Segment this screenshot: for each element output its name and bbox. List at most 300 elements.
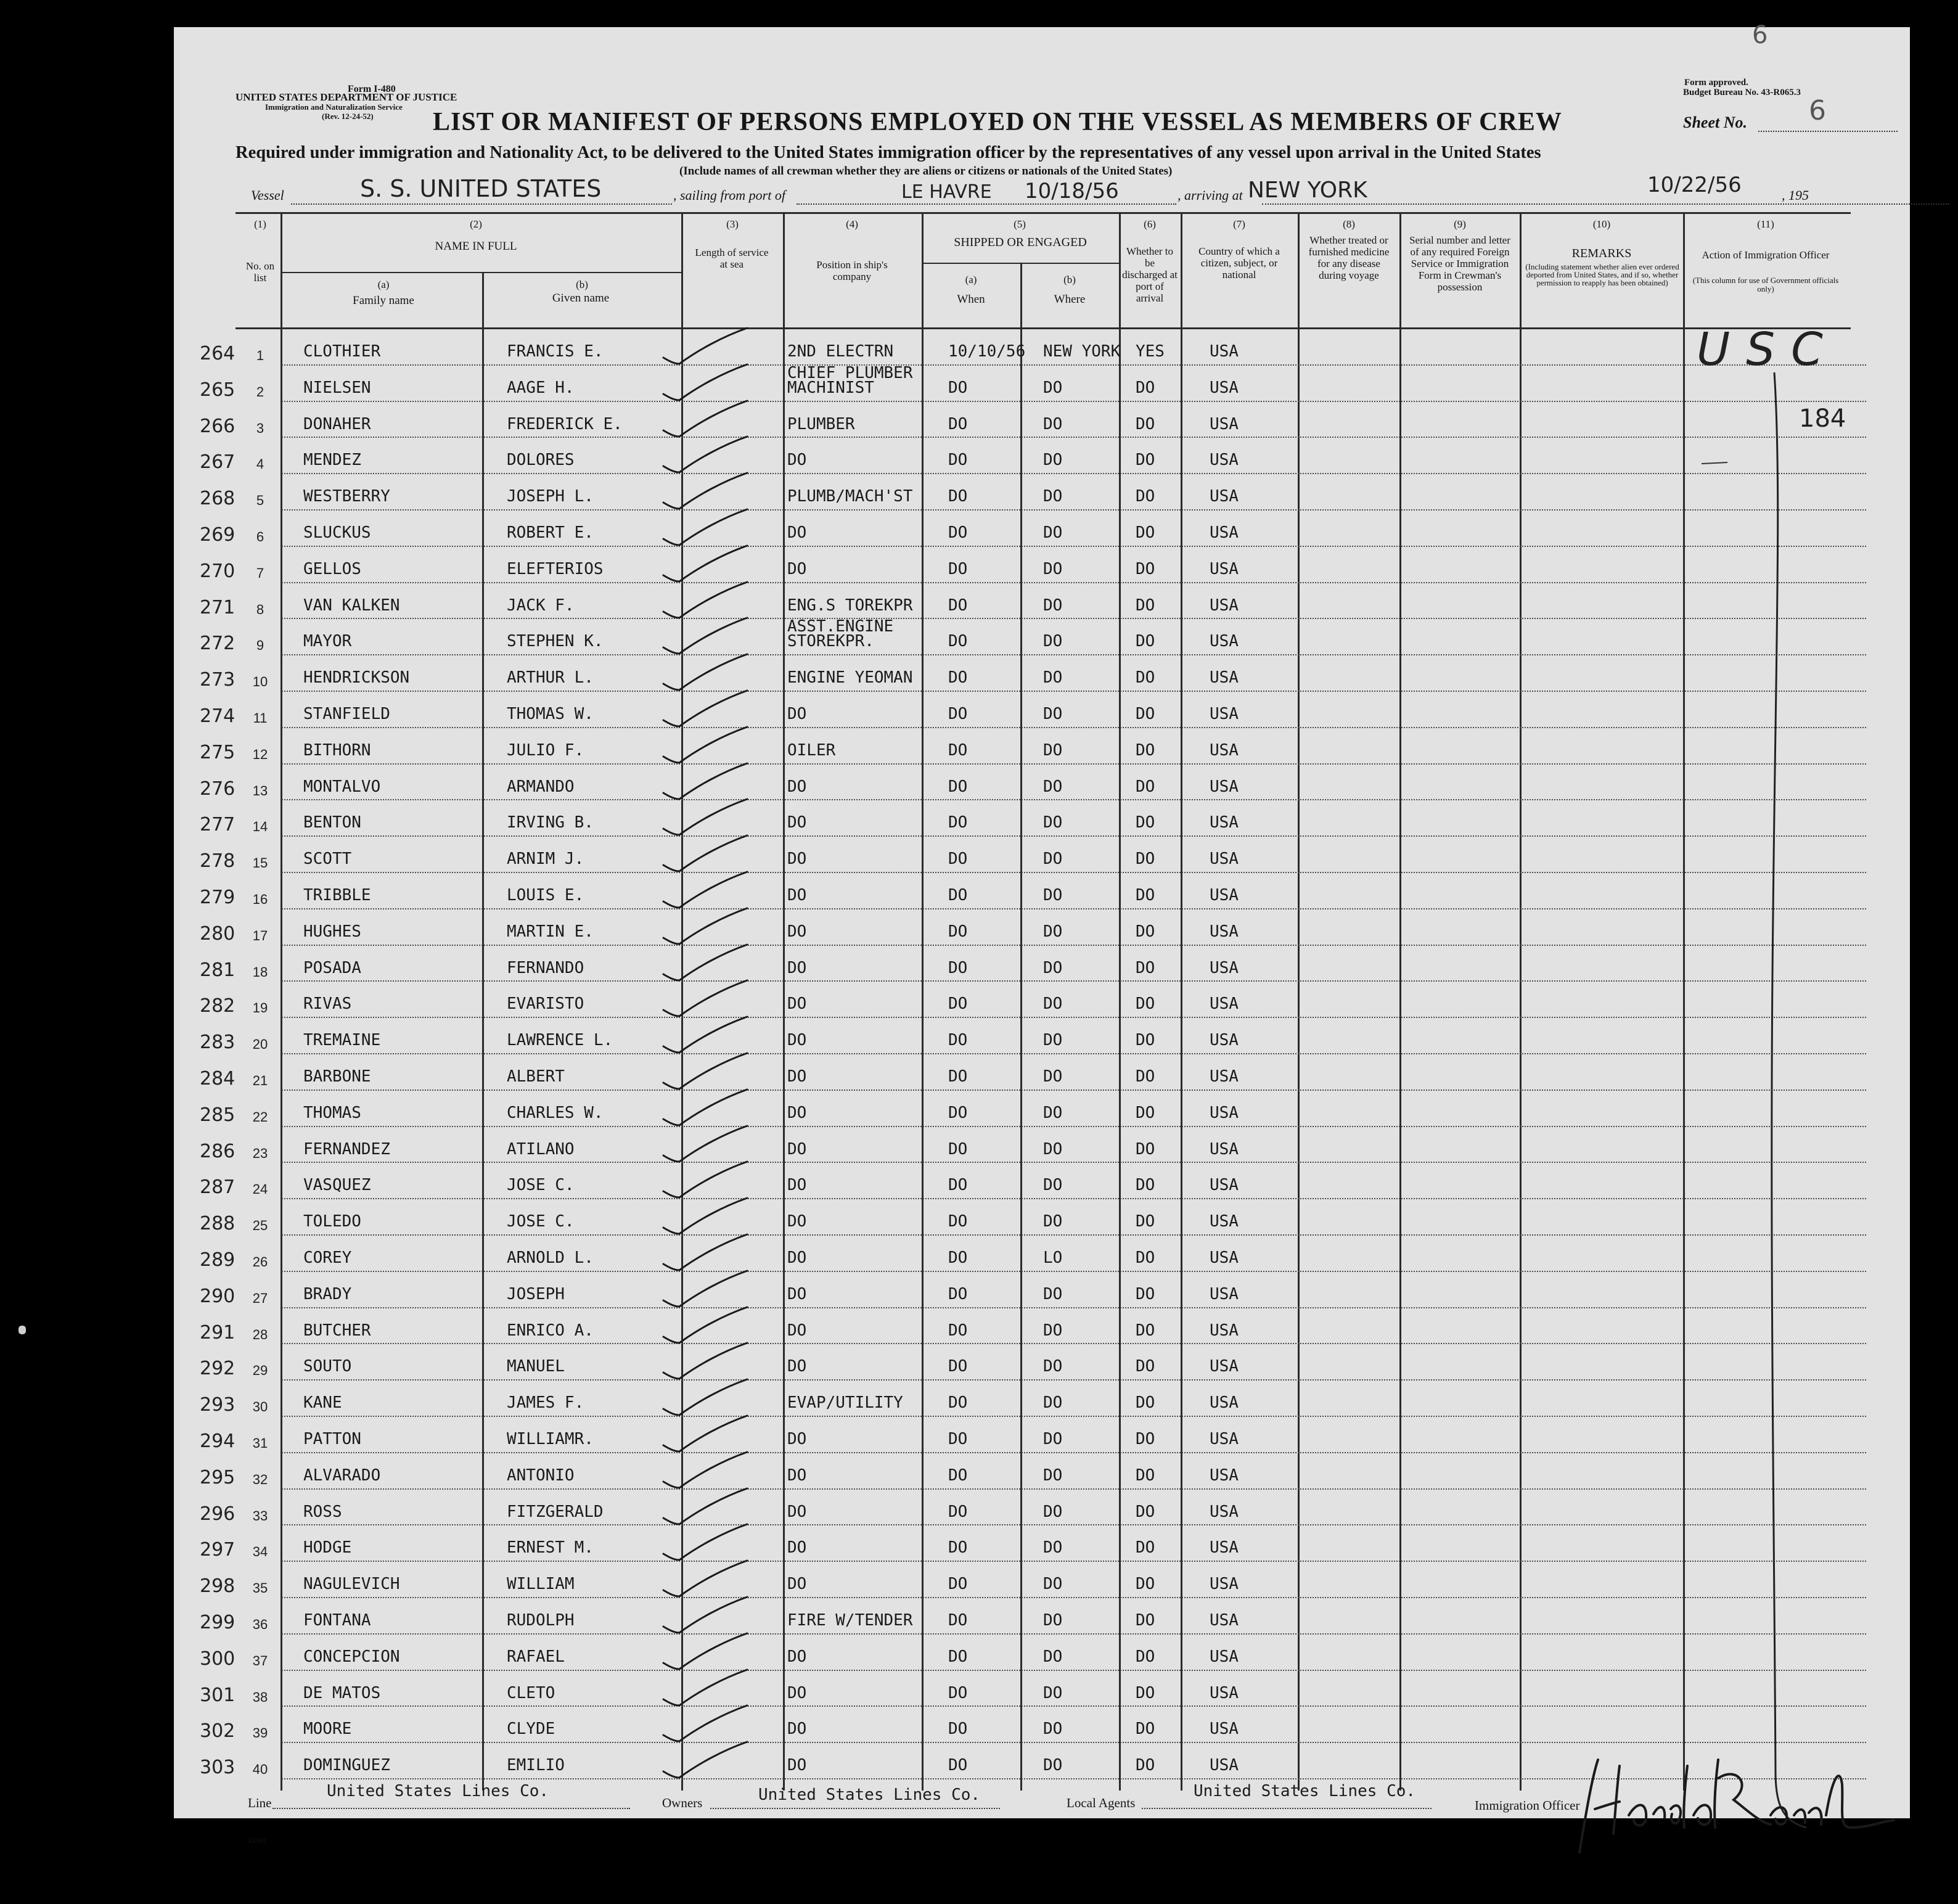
margin-number: 296	[200, 1503, 236, 1525]
country: USA	[1210, 342, 1239, 361]
margin-number: 284	[200, 1068, 236, 1089]
position: DO	[787, 1430, 807, 1448]
given-name: LAWRENCE L.	[507, 1031, 613, 1050]
country: USA	[1210, 668, 1239, 687]
discharge: DO	[1136, 886, 1155, 905]
shipped-when: DO	[948, 523, 968, 542]
owners-underline	[710, 1808, 1000, 1809]
given-name: THOMAS W.	[507, 705, 594, 723]
list-number: 38	[252, 1689, 268, 1705]
country: USA	[1210, 741, 1239, 760]
list-number: 35	[252, 1580, 268, 1596]
position: DO	[787, 777, 807, 796]
position: DO	[787, 1103, 807, 1122]
family-name: MENDEZ	[303, 451, 361, 470]
country: USA	[1210, 1067, 1239, 1086]
shipped-when: DO	[948, 741, 968, 760]
col5b-header: Where	[1054, 293, 1086, 306]
list-number: 15	[252, 855, 268, 871]
list-number: 26	[252, 1254, 268, 1270]
given-name: JOSEPH	[507, 1284, 565, 1303]
family-name: ALVARADO	[303, 1466, 381, 1485]
given-name: DOLORES	[507, 451, 575, 470]
form-subtitle: Required under immigration and Nationality Act, to be delivered to the United States immigration officer by the representatives of any vessel upon arrival in the United States	[236, 143, 1541, 162]
row-divider	[282, 1162, 1866, 1163]
list-number: 19	[252, 1000, 268, 1016]
list-number: 29	[252, 1363, 268, 1379]
country: USA	[1210, 705, 1239, 723]
shipped-when: DO	[948, 1212, 968, 1231]
family-name: GELLOS	[303, 559, 361, 578]
shipped-when: DO	[948, 414, 968, 433]
shipped-where: DO	[1043, 1720, 1063, 1739]
margin-number: 272	[200, 633, 236, 655]
shipped-when: DO	[948, 1466, 968, 1485]
shipped-where: DO	[1043, 777, 1063, 796]
position: DO	[787, 1212, 807, 1231]
position: DO	[787, 1538, 807, 1557]
position-line2: STOREKPR.	[787, 632, 874, 651]
family-name: THOMAS	[303, 1103, 361, 1122]
position: DO	[787, 995, 807, 1014]
shipped-when: DO	[948, 813, 968, 832]
country: USA	[1210, 1502, 1239, 1521]
row-divider	[282, 582, 1866, 583]
row-divider	[282, 872, 1866, 873]
col6-number: (6)	[1144, 218, 1156, 230]
family-name: ROSS	[303, 1502, 342, 1521]
col1-number: (1)	[254, 218, 266, 230]
given-name: ERNEST M.	[507, 1538, 594, 1557]
list-number: 11	[253, 710, 268, 726]
margin-number: 270	[200, 560, 236, 582]
country: USA	[1210, 1103, 1239, 1122]
country: USA	[1210, 1575, 1239, 1594]
country: USA	[1210, 1249, 1239, 1267]
given-name: MARTIN E.	[507, 922, 594, 941]
arriving-label: , arriving at	[1178, 187, 1243, 203]
port-from-underline	[797, 203, 1176, 205]
position: DO	[787, 451, 807, 470]
margin-number: 298	[200, 1575, 236, 1598]
margin-number: 276	[200, 778, 236, 800]
discharge: DO	[1136, 1756, 1155, 1775]
list-number: 23	[252, 1145, 268, 1161]
form-title: LIST OR MANIFEST OF PERSONS EMPLOYED ON THE VESSEL AS MEMBERS OF CREW	[433, 108, 1562, 136]
shipped-when: DO	[948, 705, 968, 723]
margin-number: 294	[200, 1430, 236, 1452]
discharge: DO	[1136, 995, 1155, 1014]
discharge: DO	[1136, 1683, 1155, 1702]
list-number: 1	[256, 348, 264, 363]
position: DO	[787, 1357, 807, 1376]
discharge: DO	[1136, 1430, 1155, 1448]
discharge: DO	[1136, 777, 1155, 796]
given-name: IRVING B.	[507, 813, 594, 832]
shipped-where: DO	[1043, 668, 1063, 687]
family-name: HENDRICKSON	[303, 668, 410, 687]
shipped-where: DO	[1043, 414, 1063, 433]
row-divider	[282, 945, 1866, 946]
margin-number: 288	[200, 1213, 236, 1235]
vessel-name: S. S. UNITED STATES	[360, 175, 602, 202]
position: DO	[787, 1031, 807, 1050]
family-name: SCOTT	[303, 850, 352, 869]
family-name: TRIBBLE	[303, 886, 371, 905]
discharge: DO	[1136, 523, 1155, 542]
list-number: 39	[252, 1725, 268, 1741]
col11-header: Action of Immigration Officer	[1702, 249, 1830, 261]
country: USA	[1210, 1538, 1239, 1557]
family-name: BENTON	[303, 813, 361, 832]
shipped-when: DO	[948, 1321, 968, 1340]
col2-number: (2)	[470, 218, 482, 230]
position: OILER	[787, 741, 836, 760]
family-name: VAN KALKEN	[303, 596, 400, 615]
margin-number: 302	[200, 1720, 236, 1742]
row-divider	[282, 1633, 1866, 1635]
country: USA	[1210, 1756, 1239, 1775]
shipped-when: DO	[948, 451, 968, 470]
country: USA	[1210, 632, 1239, 651]
position: PLUMBER	[787, 414, 855, 433]
col7-header: Country of which a citizen, subject, or national	[1198, 245, 1280, 281]
position: DO	[787, 1139, 807, 1159]
discharge: DO	[1136, 813, 1155, 832]
position: DO	[787, 1575, 807, 1594]
shipped-when: DO	[948, 850, 968, 869]
list-number: 34	[252, 1544, 268, 1560]
shipped-when: DO	[948, 487, 968, 506]
family-name: DOMINGUEZ	[303, 1756, 390, 1775]
margin-number: 287	[200, 1176, 236, 1199]
shipped-where: DO	[1043, 741, 1063, 760]
shipped-where: DO	[1043, 1611, 1063, 1630]
row-divider	[282, 1198, 1866, 1199]
shipped-where: DO	[1043, 1466, 1063, 1485]
list-number: 33	[252, 1508, 268, 1524]
shipped-when: DO	[948, 559, 968, 578]
family-name: BARBONE	[303, 1067, 371, 1086]
shipped-where: DO	[1043, 1357, 1063, 1376]
shipped-where: DO	[1043, 1430, 1063, 1448]
country: USA	[1210, 1031, 1239, 1050]
col5a-header: When	[957, 293, 985, 306]
country: USA	[1210, 378, 1239, 397]
given-name: FRANCIS E.	[507, 342, 604, 361]
discharge: DO	[1136, 922, 1155, 941]
shipped-where: DO	[1043, 596, 1063, 615]
shipped-where: DO	[1043, 451, 1063, 470]
col7-number: (7)	[1233, 218, 1245, 230]
list-number: 12	[252, 746, 268, 762]
department-label: UNITED STATES DEPARTMENT OF JUSTICE	[236, 91, 457, 103]
discharge: DO	[1136, 1611, 1155, 1630]
col4-header: Position in ship's company	[816, 259, 888, 282]
col11-number: (11)	[1757, 218, 1774, 230]
given-name: EVARISTO	[507, 995, 584, 1014]
budget-bureau: Budget Bureau No. 43-R065.3	[1683, 88, 1801, 97]
shipped-when: DO	[948, 995, 968, 1014]
position: DO	[787, 1176, 807, 1195]
margin-number: 275	[200, 741, 236, 763]
discharge: DO	[1136, 1031, 1155, 1050]
position: DO	[787, 1067, 807, 1086]
shipped-where: LO	[1043, 1249, 1063, 1267]
col-divider	[482, 272, 484, 1791]
margin-number: 301	[200, 1684, 236, 1706]
row-divider	[282, 618, 1866, 619]
position: DO	[787, 958, 807, 977]
given-name: JACK F.	[507, 596, 575, 615]
list-number: 9	[256, 638, 264, 654]
col5-header: SHIPPED OR ENGAGED	[954, 236, 1087, 249]
position: DO	[787, 1756, 807, 1775]
shipped-when: DO	[948, 1139, 968, 1159]
year-label: , 195	[1782, 187, 1809, 203]
position: EVAP/UTILITY	[787, 1393, 903, 1413]
given-name: RAFAEL	[507, 1647, 565, 1666]
family-name: FONTANA	[303, 1611, 371, 1630]
row-divider	[282, 1343, 1866, 1344]
discharge: DO	[1136, 378, 1155, 397]
shipped-where: DO	[1043, 1575, 1063, 1594]
list-number: 18	[252, 964, 268, 980]
country: USA	[1210, 995, 1239, 1014]
shipped-where: DO	[1043, 1502, 1063, 1521]
owners-value: United States Lines Co.	[758, 1786, 981, 1804]
shipped-where: DO	[1043, 523, 1063, 542]
list-number: 7	[256, 565, 264, 581]
col3-number: (3)	[726, 218, 739, 230]
given-name: AAGE H.	[507, 378, 575, 397]
family-name: RIVAS	[303, 995, 352, 1014]
position-line2: MACHINIST	[787, 378, 874, 397]
col6-header: Whether to be discharged at port of arrival	[1122, 245, 1178, 304]
shipped-when: DO	[948, 1357, 968, 1376]
position: DO	[787, 705, 807, 723]
family-name: MONTALVO	[303, 777, 381, 796]
col3-header: Length of service at sea	[695, 247, 769, 270]
country: USA	[1210, 1357, 1239, 1376]
shipped-when: DO	[948, 1575, 968, 1594]
list-number: 14	[252, 819, 268, 835]
list-number: 10	[252, 674, 268, 690]
shipped-when: DO	[948, 1067, 968, 1086]
family-name: PATTON	[303, 1430, 361, 1448]
discharge: DO	[1136, 1067, 1155, 1086]
discharge: DO	[1136, 559, 1155, 578]
col-divider	[1119, 212, 1121, 1791]
given-name: ANTONIO	[507, 1466, 575, 1485]
country: USA	[1210, 1284, 1239, 1303]
port-from: LE HAVRE	[901, 181, 992, 203]
form-approval: Form approved.	[1684, 78, 1748, 88]
position: DO	[787, 1284, 807, 1303]
family-name: DONAHER	[303, 414, 371, 433]
shipped-where: DO	[1043, 378, 1063, 397]
country: USA	[1210, 1466, 1239, 1485]
shipped-where: DO	[1043, 1321, 1063, 1340]
row-divider	[282, 1017, 1866, 1018]
shipped-when: 10/10/56	[948, 342, 1026, 361]
shipped-when: DO	[948, 1031, 968, 1050]
position: ASST.ENGINE	[787, 617, 894, 636]
discharge: DO	[1136, 1139, 1155, 1159]
family-name: STANFIELD	[303, 705, 390, 723]
row-divider	[282, 364, 1866, 366]
row-divider	[282, 546, 1866, 547]
given-name: JOSE C.	[507, 1212, 575, 1231]
position: FIRE W/TENDER	[787, 1611, 913, 1630]
given-name: WILLIAM	[507, 1575, 575, 1594]
vessel-label: Vessel	[251, 187, 284, 203]
discharge: DO	[1136, 596, 1155, 615]
row-divider	[282, 1053, 1866, 1054]
list-number: 30	[252, 1399, 268, 1415]
given-name: ARTHUR L.	[507, 668, 594, 687]
margin-number: 289	[200, 1249, 236, 1271]
list-number: 20	[252, 1036, 268, 1053]
list-number: 31	[252, 1435, 268, 1451]
row-divider	[282, 1307, 1866, 1308]
port-to: NEW YORK	[1248, 178, 1367, 203]
family-name: POSADA	[303, 958, 361, 977]
discharge: DO	[1136, 1502, 1155, 1521]
margin-number: 266	[200, 415, 236, 437]
row-divider	[282, 980, 1866, 982]
given-name: JOSEPH L.	[507, 487, 594, 506]
position: CHIEF PLUMBER	[787, 363, 913, 382]
shipped-when: DO	[948, 596, 968, 615]
country: USA	[1210, 813, 1239, 832]
shipped-when: DO	[948, 1430, 968, 1448]
list-number: 37	[252, 1652, 268, 1668]
owners-label: Owners	[662, 1795, 703, 1810]
country: USA	[1210, 1683, 1239, 1702]
country: USA	[1210, 1430, 1239, 1448]
discharge: DO	[1136, 1647, 1155, 1666]
margin-number: 300	[200, 1648, 236, 1670]
margin-number: 285	[200, 1104, 236, 1126]
country: USA	[1210, 1176, 1239, 1195]
sailing-label: , sailing from port of	[673, 187, 785, 203]
list-number: 32	[252, 1471, 268, 1487]
row-divider	[282, 1234, 1866, 1236]
col5-number: (5)	[1014, 218, 1026, 230]
given-name: JULIO F.	[507, 741, 584, 760]
given-name: RUDOLPH	[507, 1611, 575, 1630]
service-label: Immigration and Naturalization Service	[265, 102, 403, 112]
arrive-date: 10/22/56	[1647, 173, 1742, 197]
list-number: 6	[256, 529, 264, 544]
given-name: STEPHEN K.	[507, 632, 604, 651]
discharge: DO	[1136, 1575, 1155, 1594]
position: DO	[787, 813, 807, 832]
margin-number: 295	[200, 1466, 236, 1488]
row-divider	[282, 799, 1866, 800]
family-name: DE MATOS	[303, 1683, 381, 1702]
col-divider	[1399, 212, 1401, 1791]
position: DO	[787, 1466, 807, 1485]
family-name: HODGE	[303, 1538, 352, 1557]
shipped-where: NEW YORK	[1043, 342, 1121, 361]
shipped-where: DO	[1043, 813, 1063, 832]
line-value: United States Lines Co.	[327, 1782, 549, 1800]
shipped-where: DO	[1043, 922, 1063, 941]
shipped-when: DO	[948, 1249, 968, 1267]
margin-number: 279	[200, 887, 236, 908]
margin-number: 282	[200, 995, 236, 1017]
shipped-when: DO	[948, 777, 968, 796]
family-name: VASQUEZ	[303, 1176, 371, 1195]
country: USA	[1210, 451, 1239, 470]
agents-label: Local Agents	[1067, 1795, 1136, 1810]
family-name: TREMAINE	[303, 1031, 381, 1050]
list-number: 27	[252, 1290, 268, 1306]
col10-header: REMARKS	[1571, 247, 1632, 260]
officer-signature	[1561, 1741, 1906, 1865]
discharge: DO	[1136, 958, 1155, 977]
shipped-where: DO	[1043, 1683, 1063, 1702]
col8-number: (8)	[1343, 218, 1355, 230]
sheet-label: Sheet No.	[1683, 113, 1747, 131]
list-number: 21	[252, 1073, 268, 1088]
given-name: FITZGERALD	[507, 1502, 604, 1521]
shipped-when: DO	[948, 378, 968, 397]
given-name: ARNIM J.	[507, 850, 584, 869]
line-underline	[272, 1808, 630, 1809]
col10-subheader: (Including statement whether alien ever ordered deported from United States, and if so, whether permission to reapply has been obtained)	[1525, 262, 1679, 287]
position: DO	[787, 1502, 807, 1521]
margin-number: 292	[200, 1358, 236, 1380]
shipped-where: DO	[1043, 1756, 1063, 1775]
margin-number: 271	[200, 596, 236, 618]
position: 2ND ELECTRN	[787, 342, 894, 361]
port-to-underline	[1262, 203, 1949, 205]
position: DO	[787, 1720, 807, 1739]
country: USA	[1210, 922, 1239, 941]
shipped-where: DO	[1043, 1538, 1063, 1557]
shipped-where: DO	[1043, 995, 1063, 1014]
discharge: DO	[1136, 705, 1155, 723]
given-name: ARMANDO	[507, 777, 575, 796]
country: USA	[1210, 1212, 1239, 1231]
discharge: DO	[1136, 1212, 1155, 1231]
col1-header: No. on list	[245, 260, 275, 284]
list-number: 8	[256, 601, 264, 617]
list-number: 25	[252, 1218, 268, 1234]
margin-number: 277	[200, 814, 236, 836]
family-name: CLOTHIER	[303, 342, 381, 361]
row-divider	[282, 727, 1866, 728]
col-divider	[922, 212, 924, 1791]
family-name: BRADY	[303, 1284, 352, 1303]
form-note: (Include names of all crewman whether they are aliens or citizens or nationals of the United States)	[679, 165, 1173, 178]
family-name: HUGHES	[303, 922, 361, 941]
position: DO	[787, 886, 807, 905]
col2b-header: Given name	[552, 292, 610, 305]
official-bracket-line	[1683, 360, 1868, 1852]
shipped-where: DO	[1043, 1031, 1063, 1050]
row-divider	[282, 1705, 1866, 1707]
country: USA	[1210, 487, 1239, 506]
line-label: Line	[248, 1795, 272, 1810]
col4-number: (4)	[846, 218, 858, 230]
official-mark: USC	[1697, 323, 1839, 376]
shipped-where: DO	[1043, 1067, 1063, 1086]
row-divider	[282, 401, 1866, 402]
